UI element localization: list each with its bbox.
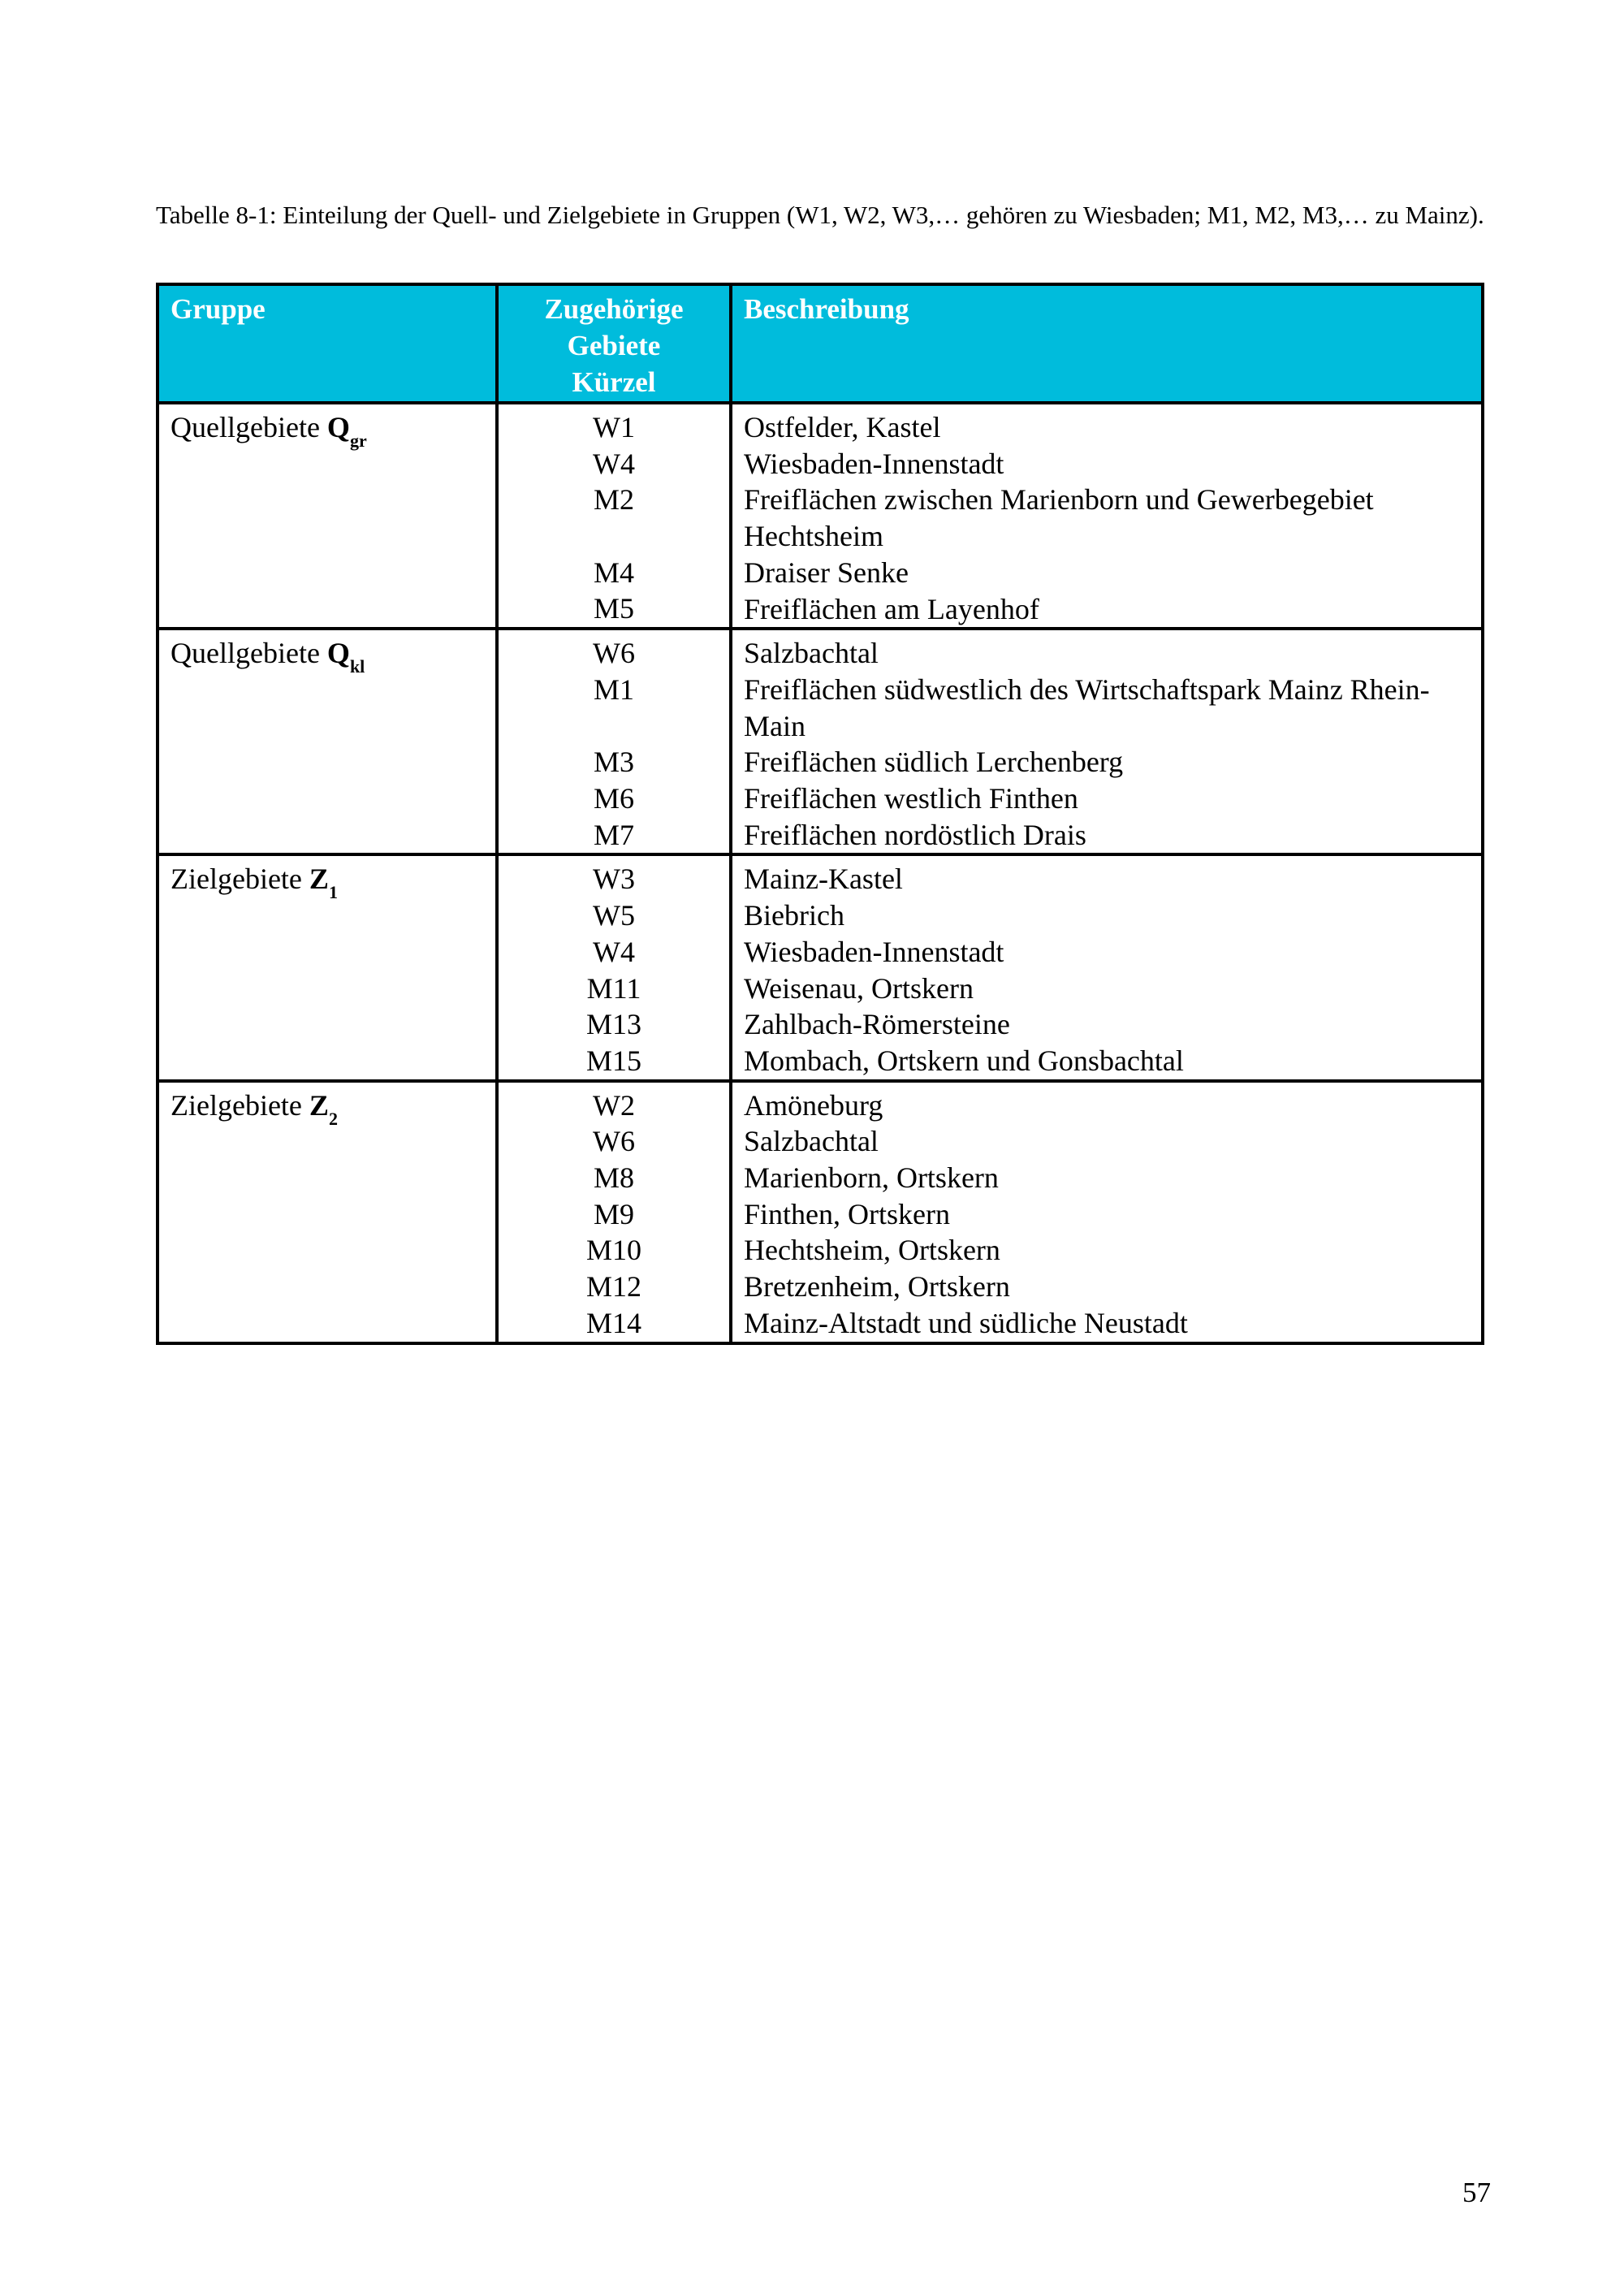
area-code: M1 [593, 672, 634, 706]
area-code: M2 [593, 483, 634, 517]
table-row [158, 854, 1483, 1080]
area-description: Freiflächen westlich Finthen [744, 782, 1078, 815]
group-label: Quellgebiete [171, 411, 327, 443]
table-header-row [158, 284, 1483, 403]
group-symbol: Z [309, 863, 329, 896]
area-description: Wiesbaden-Innenstadt [744, 447, 1004, 480]
area-code: M15 [585, 1044, 641, 1077]
area-code: M6 [593, 781, 634, 815]
area-code: W6 [593, 1125, 635, 1158]
header-codes [497, 284, 731, 403]
codes-cell [497, 1081, 731, 1343]
table-row [158, 403, 1483, 629]
codes-cell [497, 854, 731, 1080]
header-codes-text: Zugehörige Gebiete Kürzel [544, 293, 684, 398]
area-code: M4 [593, 556, 634, 589]
group-symbol: Q [326, 411, 350, 443]
table-row [158, 629, 1483, 854]
area-code [510, 518, 718, 555]
area-description: Biebrich [744, 899, 844, 932]
group-subscript: gr [349, 430, 367, 451]
area-description: Mainz-Altstadt und südliche Neustadt [744, 1306, 1188, 1339]
descriptions-cell [731, 629, 1483, 854]
descriptions-cell [731, 854, 1483, 1080]
area-description: Zahlbach-Römersteine [744, 1008, 1010, 1041]
area-description: Freiflächen am Layenhof [744, 592, 1039, 625]
area-description: Salzbachtal [744, 1125, 879, 1158]
group-symbol: Z [309, 1088, 329, 1122]
area-description: Amöneburg [744, 1088, 883, 1122]
group-cell [158, 403, 497, 629]
area-code: M7 [593, 818, 634, 851]
descriptions-cell [731, 1081, 1483, 1343]
codes-cell [497, 403, 731, 629]
area-description: Hechtsheim, Ortskern [744, 1234, 1000, 1267]
group-cell [158, 629, 497, 854]
group-subscript: 2 [328, 1108, 338, 1129]
group-table [156, 283, 1484, 1345]
area-code: W1 [593, 411, 635, 443]
group-cell [158, 854, 497, 1080]
area-description: Wiesbaden-Innenstadt [744, 935, 1004, 968]
group-label: Zielgebiete [171, 863, 309, 896]
area-description: Freiflächen südwestlich des Wirtschaftspark Mainz Rhein-Main [744, 672, 1430, 742]
area-code: M3 [593, 746, 634, 779]
area-description: Freiflächen nordöstlich Drais [744, 818, 1086, 851]
area-code: W4 [593, 447, 635, 480]
area-code: M14 [585, 1306, 641, 1339]
area-code: M5 [593, 592, 634, 625]
table-row [158, 1081, 1483, 1343]
area-code: M8 [593, 1161, 634, 1195]
area-code: M13 [585, 1008, 641, 1041]
area-description: Freiflächen südlich Lerchenberg [744, 746, 1124, 779]
group-cell [158, 1081, 497, 1343]
area-description: Salzbachtal [744, 637, 879, 670]
header-group: Gruppe [158, 284, 497, 403]
descriptions-cell [731, 403, 1483, 629]
area-description: Draiser Senke [744, 556, 909, 589]
table-caption: Tabelle 8-1: Einteilung der Quell- und Zielgebiete in Gruppen (W1, W2, W3,… gehören zu Wiesbaden; M1, M2, M3,… zu Mainz). [156, 201, 1484, 229]
area-description: Mombach, Ortskern und Gonsbachtal [744, 1044, 1184, 1077]
area-code: W5 [593, 899, 635, 932]
area-description: Ostfelder, Kastel [744, 411, 941, 443]
area-description: Marienborn, Ortskern [744, 1161, 999, 1195]
group-symbol: Q [326, 637, 350, 670]
area-code: M11 [586, 971, 641, 1005]
area-code: W4 [593, 935, 635, 968]
area-description: Finthen, Ortskern [744, 1197, 950, 1230]
area-code: M12 [585, 1270, 641, 1304]
group-label: Zielgebiete [171, 1088, 309, 1122]
area-code: M9 [593, 1197, 634, 1230]
header-description: Beschreibung [731, 284, 1483, 403]
area-code: W6 [593, 637, 635, 670]
area-description: Freiflächen zwischen Marienborn und Gewerbegebiet Hechtsheim [744, 483, 1374, 553]
page-number: 57 [1462, 2177, 1491, 2208]
area-description: Weisenau, Ortskern [744, 971, 974, 1005]
codes-cell [497, 629, 731, 854]
area-code [510, 708, 718, 745]
area-code: M10 [585, 1234, 641, 1267]
group-subscript: 1 [328, 882, 338, 903]
group-subscript: kl [349, 656, 365, 677]
group-label: Quellgebiete [171, 637, 327, 670]
area-code: W2 [593, 1088, 635, 1122]
area-code: W3 [593, 863, 635, 896]
area-description: Bretzenheim, Ortskern [744, 1270, 1010, 1304]
area-description: Mainz-Kastel [744, 863, 903, 896]
